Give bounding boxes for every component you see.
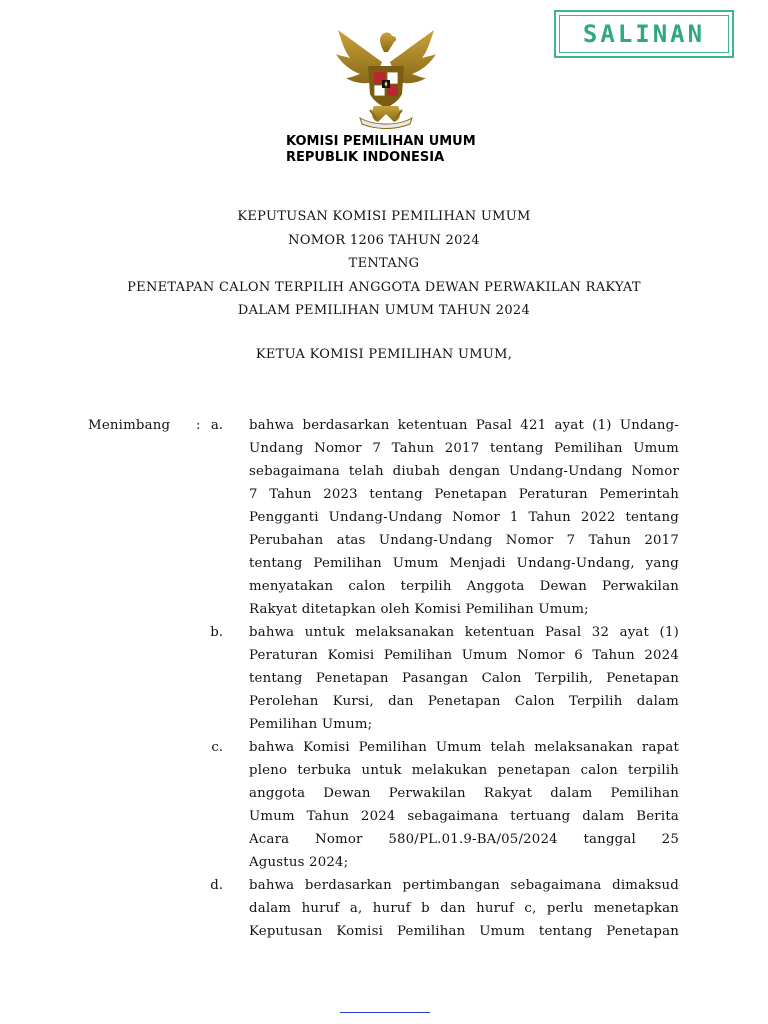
item-line: Pengganti Undang-Undang Nomor 1 Tahun 2022 tentang [249, 510, 679, 525]
item-line: bahwa Komisi Pemilihan Umum telah melaksanakan rapat [249, 740, 679, 755]
footer-link-underline [340, 1012, 430, 1013]
title-line-1: KEPUTUSAN KOMISI PEMILIHAN UMUM [237, 209, 531, 224]
item-marker: a. [210, 418, 223, 433]
item-text [249, 414, 679, 621]
item-line: bahwa berdasarkan ketentuan Pasal 421 ayat (1) Undang- [249, 418, 679, 433]
menimbang-label: Menimbang [88, 418, 171, 433]
item-line: Keputusan Komisi Pemilihan Umum tentang Penetapan [249, 924, 679, 939]
salinan-stamp [554, 10, 734, 58]
org-line-2: REPUBLIK INDONESIA [286, 150, 445, 165]
item-line: Rakyat ditetapkan oleh Komisi Pemilihan Umum; [249, 602, 589, 617]
item-line: Perubahan atas Undang-Undang Nomor 7 Tahun 2017 [249, 533, 679, 548]
item-text [249, 621, 679, 736]
title-line-4: PENETAPAN CALON TERPILIH ANGGOTA DEWAN PERWAKILAN RAKYAT [127, 279, 641, 295]
item-line: bahwa untuk melaksanakan ketentuan Pasal 32 ayat (1) [249, 625, 679, 640]
item-text [249, 874, 679, 943]
item-line: Perolehan Kursi, dan Penetapan Calon Terpilih dalam [249, 694, 679, 709]
item-line: Umum Tahun 2024 sebagaimana tertuang dalam Berita [249, 809, 679, 824]
item-line: sebagaimana telah diubah dengan Undang-Undang Nomor [249, 464, 679, 479]
item-line: menyatakan calon terpilih Anggota Dewan Perwakilan [249, 579, 679, 594]
item-marker: d. [210, 878, 223, 893]
item-marker: b. [210, 625, 223, 640]
item-line: tentang Pemilihan Umum Menjadi Undang-Undang, yang [249, 556, 679, 571]
garuda-emblem-icon [330, 22, 442, 134]
salinan-stamp-text: SALINAN [559, 15, 729, 53]
item-line: Agustus 2024; [249, 855, 349, 870]
organization-name [286, 134, 486, 166]
item-text [249, 736, 679, 874]
ketua-heading: KETUA KOMISI PEMILIHAN UMUM, [255, 347, 513, 362]
item-line: Peraturan Komisi Pemilihan Umum Nomor 6 Tahun 2024 [249, 648, 679, 663]
title-line-5: DALAM PEMILIHAN UMUM TAHUN 2024 [237, 303, 531, 318]
org-line-1: KOMISI PEMILIHAN UMUM [286, 134, 476, 149]
title-line-2: NOMOR 1206 TAHUN 2024 [288, 232, 480, 248]
item-line: Pemilihan Umum; [249, 717, 373, 732]
title-line-3: TENTANG [348, 256, 420, 271]
item-line: tentang Penetapan Pasangan Calon Terpilih, Penetapan [249, 671, 679, 686]
item-line: anggota Dewan Perwakilan Rakyat dalam Pemilihan [249, 786, 679, 801]
document-title [0, 205, 768, 323]
item-marker: c. [211, 740, 223, 755]
item-line: bahwa berdasarkan pertimbangan sebagaimana dimaksud [249, 878, 679, 893]
item-line: Undang Nomor 7 Tahun 2017 tentang Pemilihan Umum [249, 441, 679, 456]
item-line: dalam huruf a, huruf b dan huruf c, perlu menetapkan [249, 901, 679, 916]
menimbang-colon: : [196, 418, 201, 433]
item-line: pleno terbuka untuk melakukan penetapan calon terpilih [249, 763, 679, 778]
item-line: 7 Tahun 2023 tentang Penetapan Peraturan Pemerintah [249, 487, 679, 502]
item-line: Acara Nomor 580/PL.01.9-BA/05/2024 tanggal 25 [249, 832, 679, 847]
